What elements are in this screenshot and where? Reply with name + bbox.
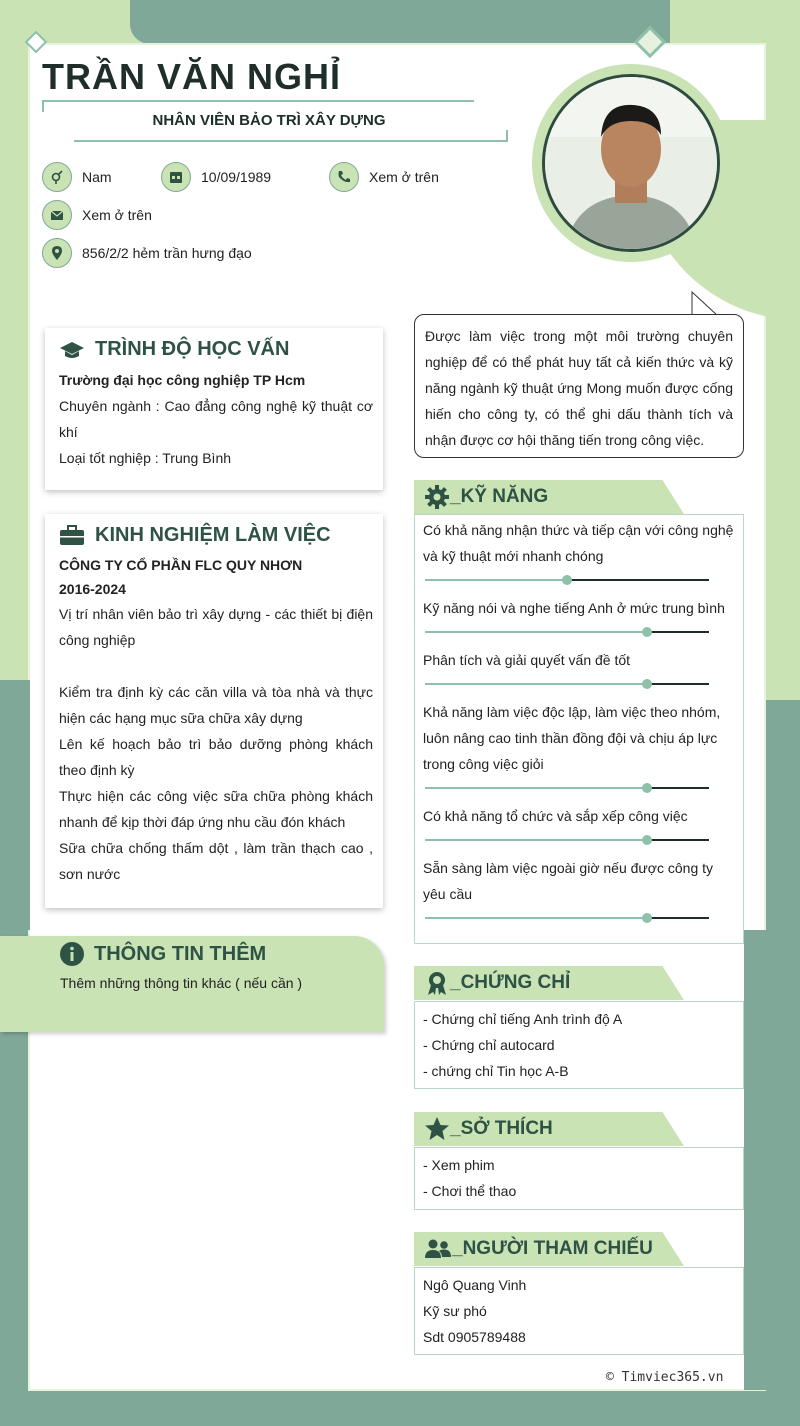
- hobbies-box: [414, 1147, 744, 1210]
- skill-level-bar: [425, 781, 709, 795]
- gender-value: Nam: [82, 169, 112, 185]
- briefcase-icon: [59, 525, 85, 547]
- experience-duty: Kiểm tra định kỳ các căn villa và tòa nhà và thực hiện các hạng mục sữa chữa xây dựng: [59, 684, 373, 726]
- phone-value: Xem ở trên: [369, 169, 439, 185]
- skill-text: Sẵn sàng làm việc ngoài giờ nếu được công ty yêu cầu: [423, 860, 714, 902]
- extra-info-section: [0, 936, 384, 1032]
- info-birthday: [161, 162, 271, 192]
- skill-text: Khả năng làm việc độc lập, làm việc theo nhóm, luôn nâng cao tinh thần đồng đội và chịu áp lực trong công việc giỏi: [423, 704, 721, 772]
- info-icon: [60, 942, 84, 966]
- skill-text: Có khả năng tổ chức và sắp xếp công việc: [423, 808, 688, 824]
- skill-item: [423, 699, 735, 795]
- award-icon: [424, 970, 450, 996]
- references-box: [414, 1267, 744, 1355]
- education-school: Trường đại học công nghiệp TP Hcm: [59, 372, 306, 388]
- skill-level-bar: [425, 625, 709, 639]
- info-phone: [329, 162, 439, 192]
- education-card: [45, 328, 383, 490]
- info-email: [42, 200, 152, 230]
- footer-watermark: © Timviec365.vn: [606, 1370, 724, 1385]
- skill-level-bar: [425, 677, 709, 691]
- skill-text: Có khả năng nhận thức và tiếp cận với công nghệ và kỹ thuật mới nhanh chóng: [423, 522, 734, 564]
- hobbies-heading: _SỞ THÍCH: [414, 1112, 553, 1146]
- skill-level-bar: [425, 573, 709, 587]
- skill-text: Phân tích và giải quyết vấn đề tốt: [423, 652, 631, 668]
- title-frame-bottom: [74, 130, 508, 142]
- skill-item: [423, 803, 735, 847]
- experience-company: CÔNG TY CỔ PHẦN FLC QUY NHƠN: [59, 557, 303, 573]
- skill-level-bar: [425, 911, 709, 925]
- gender-icon: [42, 162, 72, 192]
- experience-duty: Thực hiện các công việc sữa chữa phòng khách nhanh để kịp thời đáp ứng nhu cầu đón khách: [59, 788, 373, 830]
- star-icon: [424, 1116, 450, 1142]
- location-icon: [42, 238, 72, 268]
- skill-item: [423, 517, 735, 587]
- decor-bottom-left: [0, 680, 30, 930]
- speech-tail-icon: [690, 290, 720, 316]
- career-objective: Được làm việc trong một môi trường chuyên nghiệp để có thể phát huy tất cả kiến thức và kỹ năng ngành kỹ thuật ứng Mong muốn được cống hiến cho công ty, có thể ghi dấu thành tích và nhận được cơ hội thăng tiến trong công việc.: [414, 314, 744, 458]
- experience-position: Vị trí nhân viên bảo trì xây dựng - các thiết bị điện công nghiệp: [59, 606, 373, 648]
- title-frame-top: [42, 100, 474, 112]
- users-icon: [424, 1238, 452, 1260]
- reference-item: Sdt 0905789488: [423, 1329, 526, 1345]
- certificate-item: - Chứng chỉ tiếng Anh trình độ A: [423, 1011, 623, 1027]
- hobby-item: - Xem phim: [423, 1157, 495, 1173]
- education-major: Chuyên ngành : Cao đẳng công nghệ kỹ thuật cơ khí: [59, 398, 373, 440]
- graduation-cap-icon: [59, 340, 85, 360]
- experience-heading: KINH NGHIỆM LÀM VIỆC: [59, 524, 373, 547]
- skill-level-knob: [642, 679, 652, 689]
- education-grade: Loại tốt nghiệp : Trung Bình: [59, 450, 232, 466]
- experience-duty: Sữa chữa chống thấm dột , làm trần thạch cao , sơn nước: [59, 840, 373, 882]
- skills-box: [414, 514, 744, 944]
- skill-level-knob: [642, 783, 652, 793]
- skill-level-knob: [642, 913, 652, 923]
- decor-bottom-right: [744, 930, 800, 1390]
- skill-level-knob: [642, 835, 652, 845]
- experience-card: [45, 514, 383, 908]
- certificates-heading: _CHỨNG CHỈ: [414, 966, 570, 1000]
- email-icon: [42, 200, 72, 230]
- extra-text: Thêm những thông tin khác ( nếu cần ): [60, 975, 303, 991]
- hobby-item: - Chơi thể thao: [423, 1183, 517, 1199]
- skill-level-bar: [425, 833, 709, 847]
- skill-level-knob: [642, 627, 652, 637]
- email-value: Xem ở trên: [82, 207, 152, 223]
- birthday-value: 10/09/1989: [201, 169, 272, 185]
- candidate-name: TRẦN VĂN NGHỈ: [42, 56, 341, 97]
- background-band: [130, 0, 670, 44]
- calendar-icon: [161, 162, 191, 192]
- skill-text: Kỹ năng nói và nghe tiếng Anh ở mức trung bình: [423, 600, 725, 616]
- job-title: NHÂN VIÊN BẢO TRÌ XÂY DỰNG: [152, 112, 386, 129]
- skills-heading: _KỸ NĂNG: [414, 480, 548, 514]
- info-address: [42, 238, 252, 268]
- references-heading: _NGƯỜI THAM CHIẾU: [414, 1232, 653, 1266]
- education-heading: TRÌNH ĐỘ HỌC VẤN: [59, 338, 373, 361]
- reference-item: Kỹ sư phó: [423, 1303, 487, 1319]
- skill-item: [423, 855, 735, 925]
- experience-period: 2016-2024: [59, 581, 126, 597]
- certificate-item: - Chứng chỉ autocard: [423, 1037, 555, 1053]
- skill-level-knob: [562, 575, 572, 585]
- certificates-box: [414, 1001, 744, 1089]
- phone-icon: [329, 162, 359, 192]
- gear-icon: [424, 484, 450, 510]
- info-gender: [42, 162, 112, 192]
- extra-heading: THÔNG TIN THÊM: [60, 942, 384, 966]
- certificate-item: - chứng chỉ Tin học A-B: [423, 1063, 569, 1079]
- reference-item: Ngô Quang Vinh: [423, 1277, 527, 1293]
- diamond-decor-icon: [632, 24, 668, 60]
- address-value: 856/2/2 hẻm trần hưng đạo: [82, 245, 252, 261]
- experience-duty: Lên kế hoạch bảo trì bảo dưỡng phòng khách theo định kỳ: [59, 736, 373, 778]
- skill-item: [423, 647, 735, 691]
- diamond-decor-icon: [24, 30, 48, 54]
- skill-item: [423, 595, 735, 639]
- avatar: [542, 74, 720, 252]
